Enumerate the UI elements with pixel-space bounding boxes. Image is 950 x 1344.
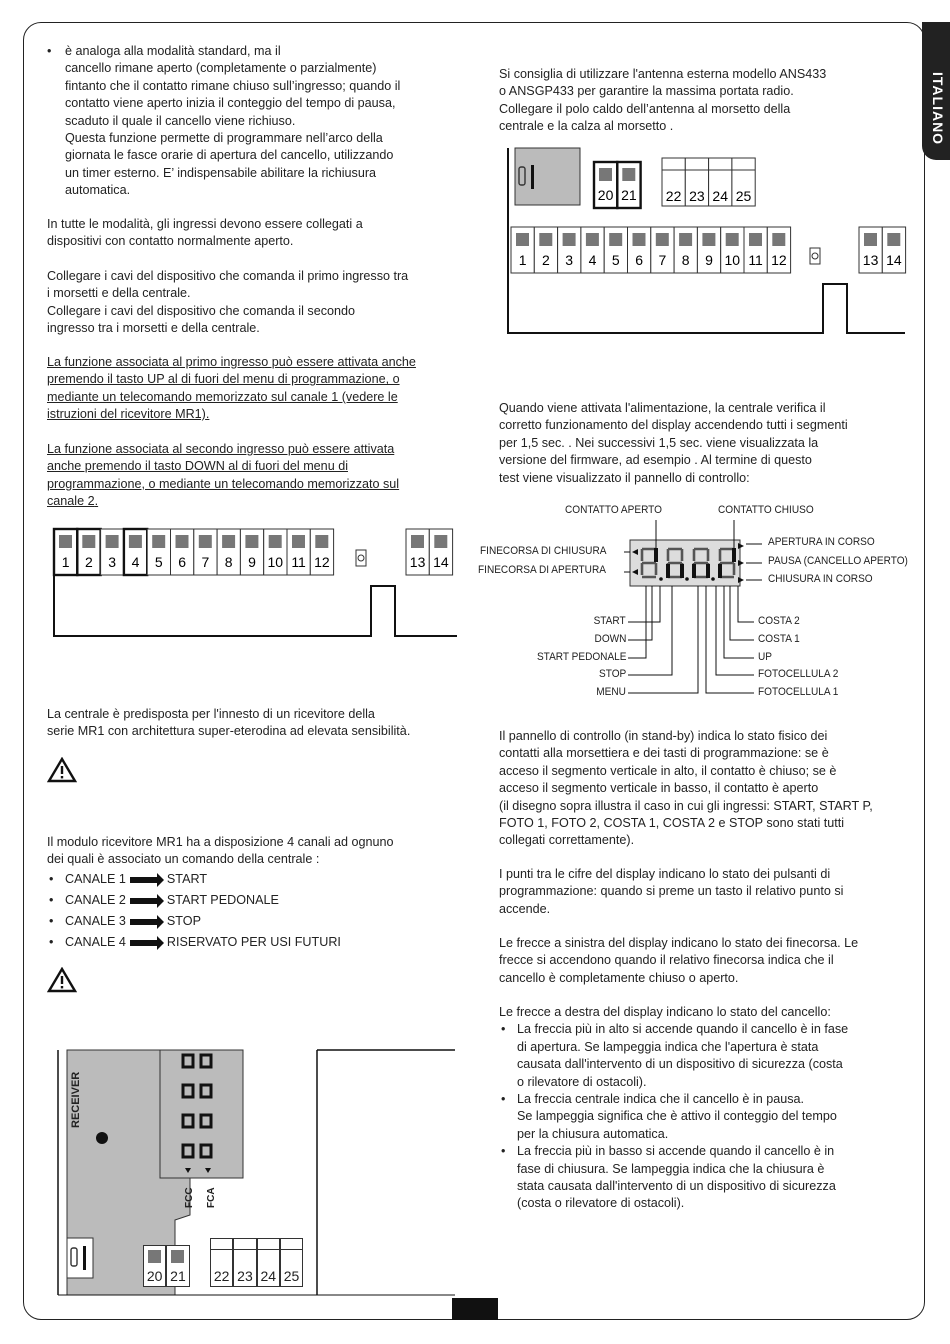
terminal-label: 3 <box>108 554 117 570</box>
paragraph-up: La funzione associata al primo ingresso può essere attivata anche premendo il tasto UP al di fuori del menu di programmazione, o mediante un telecomando memorizzato sul canale 1 (vedere le istruzioni del ricevitore MR1). <box>47 354 457 424</box>
text-line: Collegare i cavi del dispositivo che comanda il secondo <box>47 303 356 318</box>
terminal-24 <box>709 158 732 206</box>
terminal-2 <box>77 529 100 575</box>
arrow-right-icon <box>130 919 158 925</box>
terminal-label: 22 <box>665 188 682 204</box>
text-line: Collegare i cavi del dispositivo che comanda il primo ingresso tra <box>47 269 409 283</box>
fca-label: FCA <box>206 1187 217 1208</box>
paragraph-module <box>47 834 457 869</box>
text-line: versione del firmware, ad esempio . Al termine di questo <box>499 453 812 468</box>
text-line: fase di chiusura. Se lampeggia indica che la chiusura è <box>517 1161 825 1176</box>
paragraph-right-arrows: Le frecce a destra del display indicano lo stato del cancello: • La freccia più in alto si accende quando il cancello è in fase di apertura. Se lampeggia indica che l'apertura è stata causata dall'intervento di un dispositivo di sicurezza (costa o rilevatore di ostacoli). • La freccia centrale indica che il cancello è in pausa. Se lampeggia significa che è attivo il conteggio del tempo per la chiusura automatica. • La freccia più in basso si accende quando il cancello è in fase di chiusura. Se lampeggia indica che la chiusura è stata causata dall'intervento di un dispositivo di sicurezza (costa o rilevatore di ostacoli). <box>499 1004 904 1213</box>
intro-bullet: • è analoga alla modalità standard, ma il cancello rimane aperto (completamente o parzialmente) fintanto che il contatto rimane chiuso sull’ingresso; quando il contatto viene aperto inizia il conteggio del tempo di pausa, scaduto il quale il cancello viene richiuso. Questa funzione permette di programmare nell’arco della giornata le fasce orarie di apertura del cancello, utilizzando un timer esterno. E’ indispensabile abilitare la richiusura automatica. <box>47 43 457 200</box>
paragraph-receiver <box>47 706 457 741</box>
terminal-5 <box>604 227 627 273</box>
paragraph-connect <box>47 268 457 338</box>
text-line: dei quali è associato un comando della centrale : <box>47 852 320 867</box>
terminal-3 <box>558 227 581 273</box>
text-line: di apertura. Se lampeggia indica che l'apertura è stata <box>517 1039 819 1054</box>
terminal-label: 25 <box>283 1268 300 1284</box>
label-input: STOP <box>598 668 626 680</box>
paragraph-antenna <box>499 66 904 136</box>
text-line: Il modulo ricevitore MR1 ha a disposizione 4 canali ad ognuno <box>47 835 394 849</box>
terminal-label: 4 <box>131 554 140 570</box>
label-input: MENU <box>596 686 626 698</box>
text-line: In tutte le modalità, gli ingressi devono essere collegati a <box>47 217 363 231</box>
channel-command: RISERVATO PER USI FUTURI <box>166 935 341 949</box>
channel-command: START <box>166 872 208 886</box>
text-line: o ANSGP433 per garantire la massima portata radio. <box>499 84 794 99</box>
terminal-4 <box>124 529 147 575</box>
terminal-label: 23 <box>237 1268 253 1284</box>
terminal-label: 22 <box>213 1268 230 1284</box>
text-line: accende. <box>499 901 551 916</box>
text-line: è analoga alla modalità standard, ma il <box>65 44 281 58</box>
receiver-label: RECEIVER <box>70 1071 82 1128</box>
terminal-6 <box>628 227 651 273</box>
label-input: COSTA 2 <box>758 615 800 627</box>
channel-item <box>47 892 457 913</box>
terminal-13 <box>859 227 882 273</box>
terminal-label: 20 <box>146 1268 163 1284</box>
terminal-9 <box>697 227 720 273</box>
text-line: contatto viene aperto inizia il conteggio del tempo di pausa, <box>65 96 396 111</box>
label-contatto-aperto: CONTATTO APERTO <box>565 504 662 516</box>
display-diagram <box>480 500 920 705</box>
text-line: per la chiusura automatica. <box>517 1126 669 1141</box>
text-line: (il disegno sopra illustra il caso in cui gli ingressi: START, START P, <box>499 798 873 813</box>
text-line: La funzione associata al primo ingresso può essere attivata anche <box>47 355 416 369</box>
terminal-14 <box>429 529 452 575</box>
label-contatto-chiuso: CONTATTO CHIUSO <box>718 504 814 516</box>
terminal-label: 23 <box>689 188 705 204</box>
terminal-22 <box>662 158 685 206</box>
terminal-14 <box>882 227 905 273</box>
channel-name: CANALE 3 <box>65 914 126 928</box>
text-line: cancello è completamente chiuso o aperto. <box>499 970 739 985</box>
terminal-8 <box>674 227 697 273</box>
terminal-12 <box>310 529 333 575</box>
text-line: un timer esterno. E’ indispensabile abilitare la richiusura <box>65 165 377 180</box>
text-line: canale 2 <box>47 494 95 509</box>
terminal-25 <box>280 1238 303 1287</box>
terminal-label: 8 <box>224 554 233 570</box>
terminal-label: 1 <box>61 554 70 570</box>
label-input: FOTOCELLULA 1 <box>758 686 839 698</box>
terminal-4 <box>581 227 604 273</box>
terminal-13 <box>406 529 429 575</box>
terminal-label: 5 <box>154 554 163 570</box>
terminal-2 <box>534 227 557 273</box>
channel-name: CANALE 4 <box>65 935 126 949</box>
terminal-label: 25 <box>735 188 752 204</box>
text-line: I punti tra le cifre del display indicano lo stato dei pulsanti di <box>499 867 831 881</box>
text-line: serie MR1 con architettura super-eterodina ad elevata sensibilità. <box>47 724 411 739</box>
list-item <box>499 1143 904 1213</box>
terminal-label: 24 <box>260 1268 277 1284</box>
label-input: START <box>593 615 626 627</box>
text-line: dispositivi con contatto normalmente aperto. <box>47 234 294 249</box>
terminal-label: 7 <box>201 554 210 570</box>
terminal-20 <box>594 162 617 208</box>
text-line: Le frecce a sinistra del display indicano lo stato dei finecorsa. Le <box>499 936 859 950</box>
paragraph-inputs <box>47 216 457 251</box>
terminal-label: 3 <box>565 252 574 268</box>
label-apertura-in-corso: APERTURA IN CORSO <box>768 536 875 548</box>
text-line: anche premendo il tasto DOWN al di fuori del menu di <box>47 459 348 474</box>
terminal-label: 2 <box>542 252 550 268</box>
terminal-label: 12 <box>771 252 787 268</box>
text-line: La centrale è predisposta per l'innesto di un ricevitore della <box>47 707 375 721</box>
text-line: stata causata dall'intervento di un dispositivo di sicurezza <box>517 1179 836 1194</box>
arrow-right-icon <box>130 877 158 883</box>
terminal-label: 6 <box>178 554 186 570</box>
text-line: acceso il segmento verticale in alto, il contatto è chiuso; se è <box>499 763 837 778</box>
terminal-5 <box>147 529 170 575</box>
terminal-7 <box>651 227 674 273</box>
terminal-12 <box>767 227 790 273</box>
text-line: • La freccia più in alto si accende quando il cancello è in fase <box>517 1022 849 1037</box>
paragraph-left-arrows <box>499 935 904 987</box>
terminal-3 <box>101 529 124 575</box>
text-line: contatti alla morsettiera e dei tasti di programmazione: se è <box>499 746 829 761</box>
terminal-label: 21 <box>621 187 637 203</box>
text-line: Il pannello di controllo (in stand-by) indica lo stato fisico dei <box>499 729 828 743</box>
terminal-10 <box>721 227 744 273</box>
terminal-22 <box>210 1238 233 1287</box>
terminal-label: 8 <box>681 252 690 268</box>
terminal-label: 13 <box>862 252 879 268</box>
terminal-label: 21 <box>170 1268 186 1284</box>
text-line: fintanto che il contatto rimane chiuso sull’ingresso; quando il <box>65 78 401 93</box>
text-line: • La freccia centrale indica che il cancello è in pausa. <box>517 1092 805 1107</box>
text-line: test viene visualizzato il pannello di controllo: <box>499 470 750 485</box>
text-line: causata dall'intervento di un dispositivo di sicurezza (costa <box>517 1057 843 1072</box>
terminal-11 <box>287 529 310 575</box>
label-input: FOTOCELLULA 2 <box>758 668 839 680</box>
text-line: premendo il tasto UP al di fuori del menu di programmazione, o <box>47 372 400 387</box>
terminal-20 <box>143 1245 166 1287</box>
text-line: programmazione: quando si preme un tasto il relativo punto si <box>499 884 844 899</box>
label-input: DOWN <box>594 633 626 645</box>
text-line: Si consiglia di utilizzare l'antenna esterna modello ANS433 <box>499 67 827 81</box>
terminal-label: 14 <box>886 252 902 268</box>
text-line: automatica. <box>65 183 131 198</box>
text-line: programmazione, o mediante un telecomando memorizzato sul <box>47 476 400 491</box>
arrow-right-icon <box>130 898 158 904</box>
text-line: centrale e la calza al morsetto . <box>499 119 674 134</box>
text-line: corretto funzionamento del display accendendo tutti i segmenti <box>499 418 848 433</box>
terminal-1 <box>511 227 534 273</box>
text-line: Questa funzione permette di programmare nell’arco della <box>65 131 383 146</box>
terminal-10 <box>264 529 287 575</box>
terminal-diagram-left <box>45 520 457 645</box>
label-input: COSTA 1 <box>758 633 800 645</box>
terminal-7 <box>194 529 217 575</box>
text-line: istruzioni del ricevitore MR1) <box>47 407 206 422</box>
terminal-label: 7 <box>658 252 667 268</box>
terminal-label: 12 <box>314 554 330 570</box>
page-number-box <box>452 1298 498 1320</box>
terminal-1 <box>54 529 77 575</box>
intro-bullet-text <box>47 43 457 200</box>
text-line: acceso il segmento verticale in basso, il contatto è aperto <box>499 781 819 796</box>
terminal-9 <box>240 529 263 575</box>
text-line: Collegare il polo caldo dell’antenna al morsetto della <box>499 101 791 116</box>
terminal-label: 9 <box>248 554 256 570</box>
paragraph-down: La funzione associata al secondo ingresso può essere attivata anche premendo il tasto DOWN al di fuori del menu di programmazione, o mediante un telecomando memorizzato sul canale 2. <box>47 441 457 511</box>
terminal-24 <box>257 1238 280 1287</box>
text-line: Quando viene attivata l'alimentazione, la centrale verifica il <box>499 401 826 415</box>
terminal-label: 2 <box>85 554 93 570</box>
terminal-label: 11 <box>291 554 306 570</box>
terminal-8 <box>217 529 240 575</box>
terminal-diagram-right <box>505 145 907 340</box>
terminal-label: 5 <box>611 252 620 268</box>
terminal-25 <box>732 158 755 206</box>
text-line: i morsetti e della centrale. <box>47 286 191 301</box>
label-chiusura-in-corso: CHIUSURA IN CORSO <box>768 573 873 585</box>
channel-item <box>47 871 457 892</box>
text-line: La funzione associata al secondo ingresso può essere attivata <box>47 442 395 456</box>
channel-name: CANALE 1 <box>65 872 126 886</box>
language-label: ITALIANO <box>930 72 946 146</box>
terminal-label: 24 <box>712 188 728 204</box>
warning-icon <box>47 757 77 783</box>
terminal-23 <box>233 1238 256 1287</box>
terminal-label: 10 <box>724 252 741 268</box>
terminal-label: 9 <box>705 252 713 268</box>
terminal-label: 11 <box>748 252 763 268</box>
label-finecorsa-apertura: FINECORSA DI APERTURA <box>478 564 606 576</box>
paragraph-power <box>499 400 904 487</box>
terminal-11 <box>744 227 767 273</box>
warning-icon <box>47 967 77 993</box>
language-tab <box>922 22 950 160</box>
paragraph-dots <box>499 866 904 918</box>
text-line: mediante un telecomando memorizzato sul canale 1 (vedere le <box>47 389 398 404</box>
terminal-21 <box>617 162 640 208</box>
terminal-label: 6 <box>635 252 643 268</box>
text-line: frecce si accendono quando il relativo finecorsa indica che il <box>499 953 834 968</box>
arrow-right-icon <box>130 940 158 946</box>
channel-list <box>47 871 457 955</box>
terminal-label: 13 <box>409 554 426 570</box>
terminal-label: 20 <box>597 187 614 203</box>
text-line: collegati correttamente). <box>499 833 635 848</box>
text-line: FOTO 1, FOTO 2, COSTA 1, COSTA 2 e STOP sono stati tutti <box>499 816 845 831</box>
terminal-label: 14 <box>433 554 449 570</box>
fcc-label: FCC <box>184 1187 195 1208</box>
list-item <box>499 1021 904 1091</box>
paragraph-panel <box>499 728 904 850</box>
text-line: o rilevatore di ostacoli). <box>517 1074 647 1089</box>
label-finecorsa-chiusura: FINECORSA DI CHIUSURA <box>480 545 607 557</box>
channel-command: STOP <box>166 914 201 928</box>
channel-item <box>47 934 457 955</box>
text-line: ingresso tra i morsetti e della centrale. <box>47 321 260 336</box>
label-input: UP <box>758 651 772 663</box>
terminal-6 <box>171 529 194 575</box>
terminal-23 <box>685 158 708 206</box>
channel-name: CANALE 2 <box>65 893 126 907</box>
label-pausa: PAUSA (CANCELLO APERTO) <box>768 555 908 567</box>
terminal-label: 4 <box>588 252 597 268</box>
channel-command: START PEDONALE <box>166 893 279 907</box>
label-input: START PEDONALE <box>536 651 626 663</box>
list-item <box>499 1091 904 1143</box>
text-line: cancello rimane aperto (completamente o parzialmente) <box>65 61 377 76</box>
terminal-21 <box>166 1245 189 1287</box>
text-line: Se lampeggia significa che è attivo il conteggio del tempo <box>517 1109 837 1124</box>
terminal-label: 1 <box>518 252 527 268</box>
text-line: giornata le fasce orarie di apertura del cancello, utilizzando <box>65 148 394 163</box>
text-line: (costa o rilevatore di ostacoli). <box>517 1196 685 1211</box>
channel-item <box>47 913 457 934</box>
text-line: per 1,5 sec. . Nei successivi 1,5 sec. viene visualizzata la <box>499 435 819 450</box>
terminal-label: 10 <box>267 554 284 570</box>
text-line: • La freccia più in basso si accende quando il cancello è in <box>517 1144 835 1159</box>
text-line: scaduto il quale il cancello viene richiuso. <box>65 113 296 128</box>
